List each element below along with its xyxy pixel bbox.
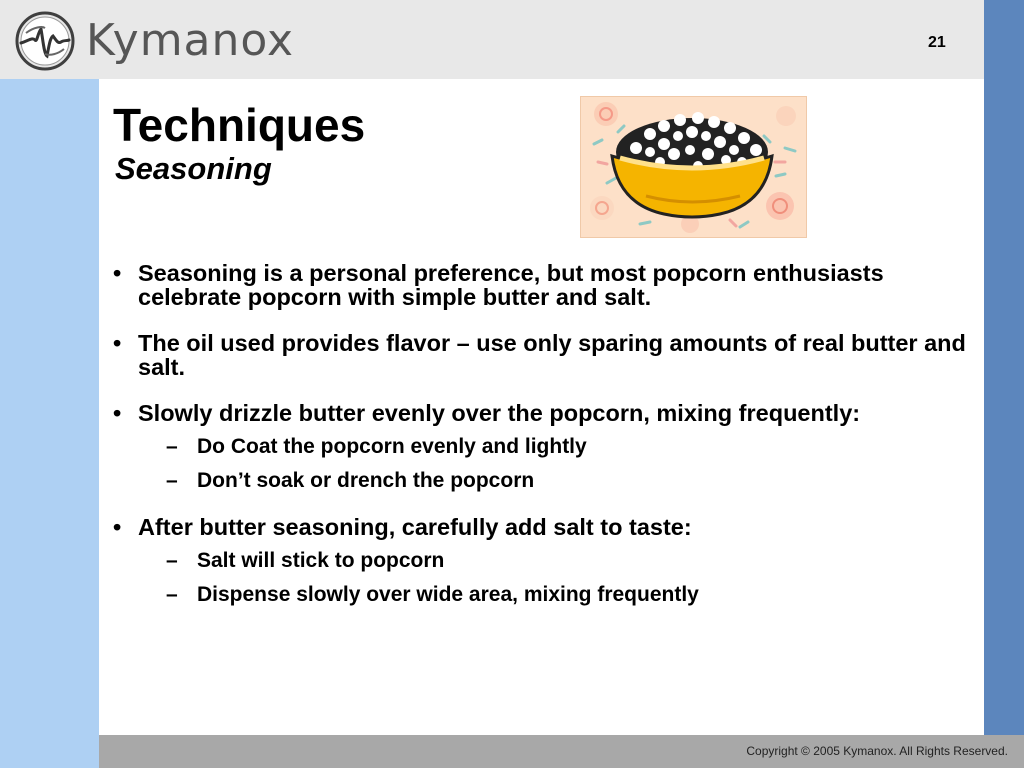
bullet-mark: • [113, 330, 122, 356]
bullet-text: Seasoning is a personal preference, but most popcorn enthusiasts celebrate popcorn with simple butter and salt. [138, 260, 884, 310]
sub-bullet-text: Don’t soak or drench the popcorn [197, 469, 535, 492]
bullet-item [113, 331, 973, 379]
sub-bullet-item [113, 583, 973, 607]
kymanox-logo-icon [14, 10, 76, 72]
bullet-mark: • [113, 514, 122, 540]
sub-bullet-text: Do Coat the popcorn evenly and lightly [197, 435, 587, 458]
sub-bullet-text: Dispense slowly over wide area, mixing frequently [197, 583, 699, 606]
sub-bullet-item [113, 435, 973, 459]
sub-bullet-mark: – [166, 469, 178, 492]
sub-bullet-item [113, 549, 973, 573]
bullet-list [113, 261, 973, 629]
popcorn-bowl-icon [580, 96, 807, 238]
slide-subtitle: Seasoning [115, 151, 272, 186]
bullet-mark: • [113, 260, 122, 286]
bullet-text: The oil used provides flavor – use only sparing amounts of real butter and salt. [138, 330, 966, 380]
bullet-text: Slowly drizzle butter evenly over the popcorn, mixing frequently: [138, 400, 861, 426]
slide-number: 21 [928, 34, 946, 51]
sub-bullet-mark: – [166, 549, 178, 572]
bullet-item [113, 515, 973, 539]
copyright-notice: Copyright © 2005 Kymanox. All Rights Reserved. [746, 744, 1008, 758]
sub-bullet-mark: – [166, 583, 178, 606]
kymanox-logo [14, 10, 294, 72]
bullet-item [113, 401, 973, 425]
left-sidebar-band [0, 79, 99, 768]
bullet-item [113, 261, 973, 309]
right-sidebar-band [984, 0, 1024, 768]
logo-wordmark: Kymanox [86, 15, 295, 66]
bullet-mark: • [113, 400, 122, 426]
slide-title: Techniques [113, 99, 366, 151]
sub-bullet-item [113, 469, 973, 493]
sub-bullet-text: Salt will stick to popcorn [197, 549, 445, 572]
sub-bullet-mark: – [166, 435, 178, 458]
bullet-text: After butter seasoning, carefully add salt to taste: [138, 514, 692, 540]
